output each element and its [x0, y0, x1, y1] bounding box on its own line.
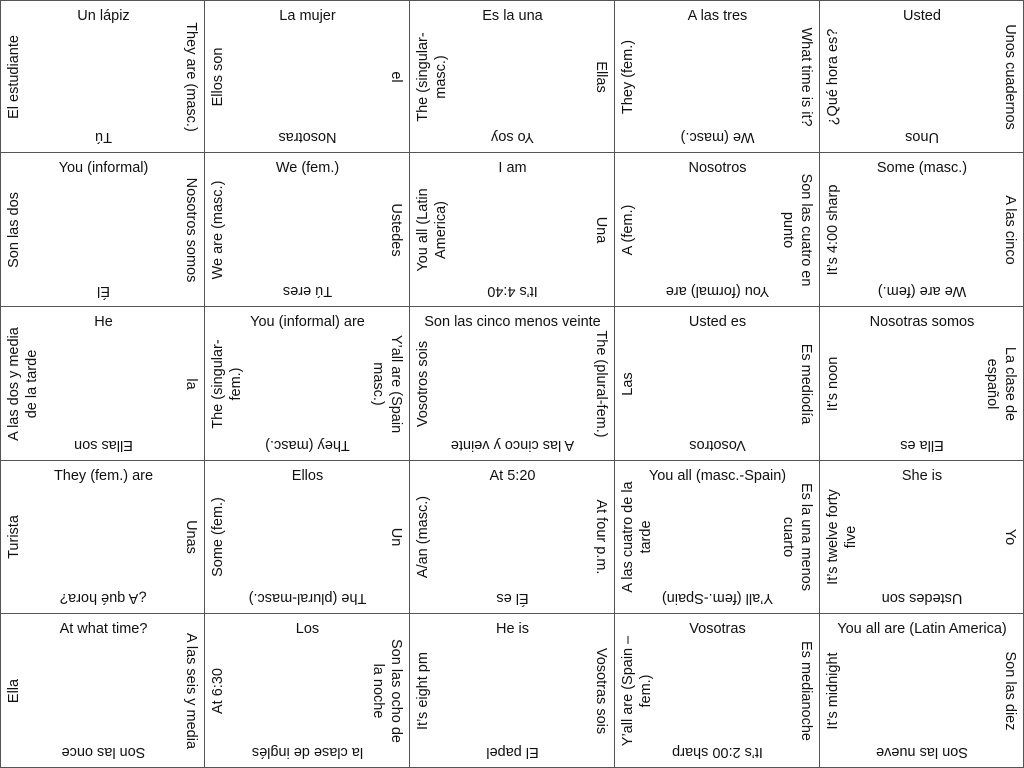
edge-label-bottom: Ustedes son	[881, 590, 963, 606]
edge-label-top: Nosotros	[688, 160, 747, 176]
edge-label-left: El estudiante	[6, 34, 22, 119]
edge-label-right: Es mediodía	[798, 343, 814, 424]
edge-label-top: We (fem.)	[275, 160, 340, 176]
edge-label-bottom: Ella es	[900, 437, 944, 453]
edge-label-left: A (fem.)	[620, 204, 636, 255]
edge-label-right: Unos cuadernos	[1002, 23, 1018, 130]
edge-label-top: He is	[495, 621, 530, 637]
edge-label-top: You (informal)	[58, 160, 149, 176]
edge-label-bottom: It’s 4:40	[487, 283, 538, 299]
edge-label-right: Son las cuatro en punto	[780, 173, 814, 286]
edge-label-bottom: Yo soy	[491, 129, 534, 145]
puzzle-cell	[0, 461, 205, 614]
edge-label-top: Los	[295, 621, 320, 637]
edge-label-bottom: The (plural-masc.)	[248, 590, 367, 606]
edge-label-left: Y’all are (Spain – fem.)	[620, 635, 654, 746]
edge-label-left: A/an (masc.)	[415, 495, 431, 579]
edge-label-bottom: Tú eres	[282, 283, 333, 299]
edge-label-bottom: ¿A qué hora?	[59, 590, 148, 606]
edge-label-bottom: Él	[97, 283, 110, 299]
edge-label-right: la	[183, 377, 199, 390]
edge-label-bottom: Son las nueve	[876, 744, 968, 760]
puzzle-cell	[820, 461, 1024, 614]
edge-label-top: Some (masc.)	[876, 160, 968, 176]
edge-label-bottom: A las cinco y veinte	[450, 437, 575, 453]
edge-label-bottom: Nosotras	[278, 129, 337, 145]
edge-label-bottom: It’s 2:00 sharp	[672, 744, 763, 760]
edge-label-left: Las	[620, 371, 636, 396]
edge-label-top: At 5:20	[489, 468, 536, 484]
edge-label-bottom: Él es	[496, 590, 529, 606]
edge-label-left: It’s noon	[825, 356, 841, 411]
puzzle-cell	[205, 153, 410, 307]
edge-label-bottom: Tú	[95, 129, 112, 145]
edge-label-right: What time is it?	[798, 26, 814, 127]
puzzle-cell	[820, 153, 1024, 307]
edge-label-top: They (fem.) are	[53, 468, 154, 484]
puzzle-cell	[0, 153, 205, 307]
edge-label-right: The (plural-fem.)	[593, 329, 609, 438]
puzzle-cell	[410, 153, 615, 307]
puzzle-cell	[820, 614, 1024, 768]
puzzle-cell	[615, 461, 820, 614]
edge-label-right: Yo	[1002, 528, 1018, 546]
edge-label-right: Unas	[183, 520, 199, 554]
edge-label-top: Vosotras	[689, 621, 746, 637]
edge-label-right: Y’all are (Spain masc.)	[370, 334, 404, 433]
edge-label-right: Una	[593, 216, 609, 243]
edge-label-right: At four p.m.	[593, 499, 609, 575]
puzzle-cell	[410, 461, 615, 614]
edge-label-left: ¿Qué hora es?	[825, 28, 841, 125]
edge-label-left: It’s 4:00 sharp	[825, 184, 841, 275]
edge-label-bottom: Unos	[905, 129, 939, 145]
edge-label-top: La mujer	[279, 8, 336, 24]
edge-label-top: Un lápiz	[77, 8, 130, 24]
edge-label-left: It’s eight pm	[415, 651, 431, 730]
puzzle-cell	[820, 307, 1024, 461]
edge-label-top: You all (masc.-Spain)	[648, 468, 787, 484]
edge-label-bottom: la clase de inglés	[251, 744, 364, 760]
edge-label-right: Es la una menos cuarto	[780, 482, 814, 591]
edge-label-left: It’s midnight	[825, 651, 841, 730]
edge-label-bottom: We are (fem.)	[877, 283, 967, 299]
edge-label-left: Ellos son	[210, 47, 226, 106]
edge-label-bottom: We (masc.)	[680, 129, 755, 145]
edge-label-top: You all are (Latin America)	[837, 621, 1007, 637]
edge-label-bottom: They (masc.)	[265, 437, 350, 453]
edge-label-left: They (fem.)	[620, 39, 636, 114]
puzzle-cell	[615, 307, 820, 461]
puzzle-cell	[615, 0, 820, 153]
edge-label-right: La clase de español	[984, 346, 1018, 421]
edge-label-right: A las cinco	[1002, 194, 1018, 265]
edge-label-top: She is	[901, 468, 943, 484]
edge-label-top: Usted es	[688, 314, 747, 330]
edge-label-top: Es la una	[482, 8, 543, 24]
edge-label-left: Ella	[6, 678, 22, 703]
edge-label-top: A las tres	[687, 8, 748, 24]
edge-label-left: We are (masc.)	[210, 180, 226, 279]
puzzle-cell	[615, 153, 820, 307]
edge-label-right: el	[388, 70, 404, 83]
edge-label-top: Nosotras somos	[869, 314, 975, 330]
edge-label-left: The (singular-fem.)	[210, 338, 244, 429]
puzzle-cell	[0, 614, 205, 768]
puzzle-cell	[0, 307, 205, 461]
puzzle-cell	[410, 0, 615, 153]
edge-label-top: You (informal) are	[250, 314, 365, 330]
puzzle-cell	[410, 307, 615, 461]
edge-label-left: Some (fem.)	[210, 497, 226, 577]
puzzle-cell	[820, 0, 1024, 153]
edge-label-top: At what time?	[59, 621, 148, 637]
edge-label-top: Son las cinco menos veinte	[424, 314, 601, 330]
puzzle-cell	[0, 0, 205, 153]
edge-label-right: Son las ocho de la noche	[370, 638, 404, 743]
edge-label-left: A las cuatro de la tarde	[620, 481, 654, 593]
edge-label-bottom: Son las once	[61, 744, 146, 760]
edge-label-right: They are (masc.)	[183, 21, 199, 132]
edge-label-top: I am	[498, 160, 527, 176]
edge-label-right: Nosotros somos	[183, 177, 199, 282]
edge-label-bottom: You (formal) are	[665, 283, 770, 299]
edge-label-left: A las dos y media de la tarde	[6, 326, 40, 441]
edge-label-right: Vosotras sois	[593, 647, 609, 734]
puzzle-cell	[205, 0, 410, 153]
puzzle-cell	[615, 614, 820, 768]
edge-label-bottom: Y’all (fem.-Spain)	[661, 590, 774, 606]
edge-label-top: Usted	[903, 8, 941, 24]
puzzle-cell	[205, 461, 410, 614]
edge-label-right: Ellas	[593, 60, 609, 93]
puzzle-cell	[205, 614, 410, 768]
edge-label-left: The (singular-masc.)	[415, 31, 449, 122]
edge-label-left: It’s twelve forty five	[825, 489, 859, 585]
puzzle-cell	[410, 614, 615, 768]
edge-label-bottom: Ellas son	[74, 437, 133, 453]
edge-label-left: Turista	[6, 515, 22, 559]
edge-label-top: He	[94, 314, 113, 330]
edge-label-bottom: El papel	[486, 744, 539, 760]
edge-label-right: Ustedes	[388, 202, 404, 257]
edge-label-left: Son las dos	[6, 191, 22, 268]
edge-label-right: Un	[388, 527, 404, 547]
edge-label-left: You all (Latin America)	[415, 187, 449, 272]
edge-label-left: Vosotros sois	[415, 340, 431, 427]
edge-label-left: At 6:30	[210, 667, 226, 714]
edge-label-right: A las seis y media	[183, 632, 199, 749]
edge-label-bottom: Vosotros	[689, 437, 746, 453]
edge-label-right: Son las diez	[1002, 651, 1018, 730]
edge-label-right: Es medianoche	[798, 640, 814, 741]
edge-label-top: Ellos	[291, 468, 324, 484]
puzzle-cell	[205, 307, 410, 461]
